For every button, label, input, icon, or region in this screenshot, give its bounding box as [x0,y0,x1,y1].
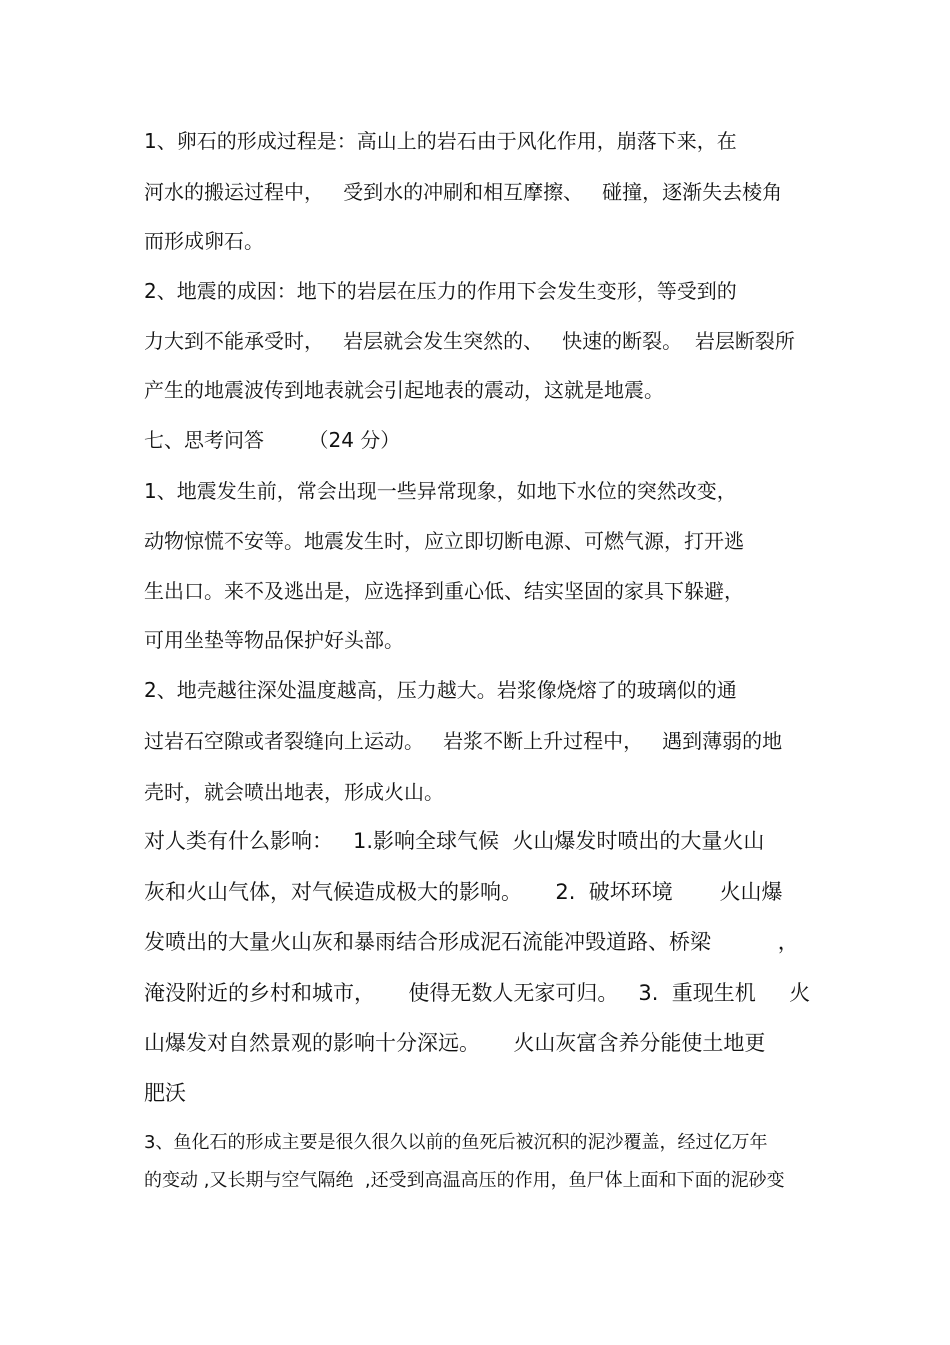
text-line-8: 1、地震发生前，常会出现一些异常现象，如地下水位的突然改变， [144,479,737,503]
text-line-4: 2、地震的成因：地下的岩层在压力的作用下会发生变形，等受到的 [144,279,737,303]
section-heading: 七、思考问答 （24 分） [144,428,401,452]
text-line-22: 的变动 ,又长期与空气隔绝 ,还受到高温高压的作用，鱼尸体上面和下面的泥砂变 [144,1170,785,1191]
text-line-13: 过岩石空隙或者裂缝向上运动。 岩浆不断上升过程中， 遇到薄弱的地 [144,729,783,753]
text-line-14: 壳时，就会喷出地表，形成火山。 [144,780,444,804]
text-line-19: 山爆发对自然景观的影响十分深远。 火山灰富含养分能使土地更 [144,1031,766,1055]
text-line-11: 可用坐垫等物品保护好头部。 [144,628,404,652]
text-line-20: 肥沃 [144,1081,186,1105]
text-line-17: 发喷出的大量火山灰和暴雨结合形成泥石流能冲毁道路、桥梁 ， [144,930,799,954]
text-line-21: 3、鱼化石的形成主要是很久很久以前的鱼死后被沉积的泥沙覆盖，经过亿万年 [144,1132,768,1153]
text-line-3: 而形成卵石。 [144,229,264,253]
text-line-16: 灰和火山气体，对气候造成极大的影响。 2. 破坏环境 火山爆 [144,880,783,904]
text-line-9: 动物惊慌不安等。地震发生时，应立即切断电源、可燃气源，打开逃 [144,529,744,553]
text-line-2: 河水的搬运过程中， 受到水的冲刷和相互摩擦、 碰撞，逐渐失去棱角 [144,180,783,204]
text-line-10: 生出口。来不及逃出是，应选择到重心低、结实坚固的家具下躲避， [144,579,744,603]
text-line-12: 2、地壳越往深处温度越高，压力越大。岩浆像烧熔了的玻璃似的通 [144,678,737,702]
text-line-5: 力大到不能承受时， 岩层就会发生突然的、 快速的断裂。 岩层断裂所 [144,329,795,353]
text-line-1: 1、卵石的形成过程是：高山上的岩石由于风化作用，崩落下来，在 [144,129,737,153]
text-line-15: 对人类有什么影响： 1.影响全球气候 火山爆发时喷出的大量火山 [144,829,765,853]
text-line-18: 淹没附近的乡村和城市， 使得无数人无家可归。 3. 重现生机 火 [144,981,811,1005]
text-line-6: 产生的地震波传到地表就会引起地表的震动，这就是地震。 [144,378,664,402]
